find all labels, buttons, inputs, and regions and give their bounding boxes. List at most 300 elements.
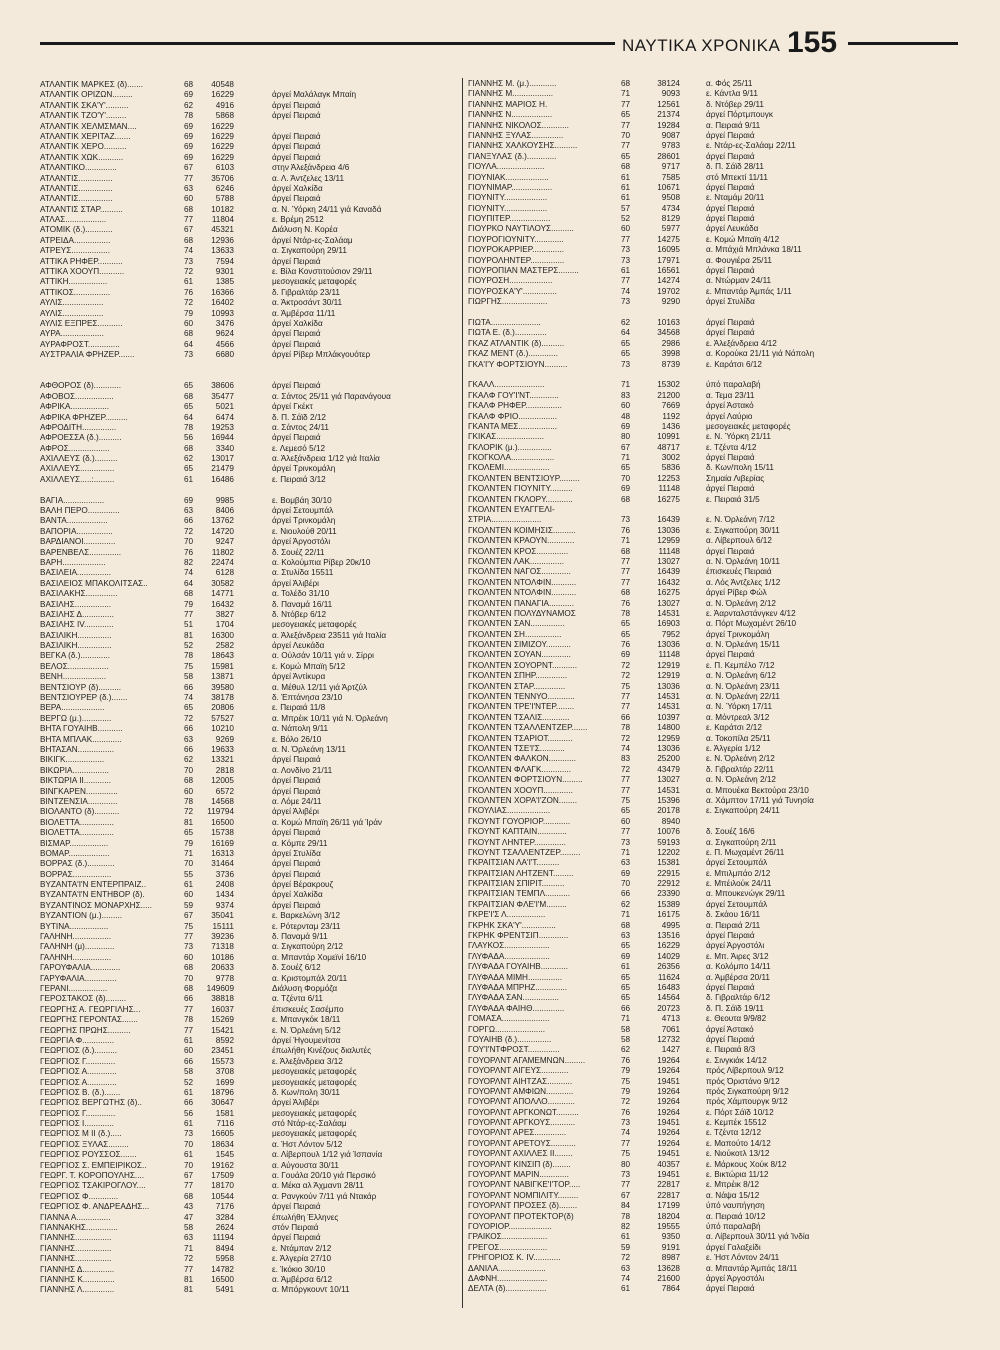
ship-status: στό Ντάρ-ες-Σαλάαμ xyxy=(272,1119,347,1129)
build-year: 62 xyxy=(184,755,194,765)
tonnage: 149609 xyxy=(206,983,234,993)
ship-status: άργεί Πειραιά xyxy=(272,339,321,349)
ship-name: ΓΚΟΛΝΤΕΝ ΛΑΚ............... xyxy=(468,556,565,566)
tonnage: 3284 xyxy=(215,1212,234,1222)
ship-name: ΑΤΛΑΝΤΙΚ ΤΖΟ'Υ'......... xyxy=(40,111,127,121)
tonnage: 1545 xyxy=(215,1150,234,1160)
ship-status: ύπό παραλαβή xyxy=(706,380,761,390)
tonnage: 16483 xyxy=(657,982,680,992)
build-year: 59 xyxy=(184,900,194,910)
tonnage: 14720 xyxy=(211,526,234,536)
ship-row xyxy=(468,235,968,245)
ship-row xyxy=(40,174,460,184)
ship-status: στόν Πειραιά xyxy=(272,1222,319,1232)
ship-row xyxy=(40,1036,460,1046)
ship-name: ΓΚΟΛΝΤΕΝ ΠΟΛΥΔΥΝΑΜΟΣ xyxy=(468,608,576,618)
ship-name: ΓΙΟΥΝΙΜΑΡ.................. xyxy=(468,182,553,192)
build-year: 77 xyxy=(184,1025,194,1035)
ship-row xyxy=(468,287,968,297)
tonnage: 22817 xyxy=(657,1180,680,1190)
ship-name: ΒΑΣΙΛΗΣ................ xyxy=(40,599,112,609)
ship-status: ε. Καράτσι 6/12 xyxy=(706,359,762,369)
build-year: 66 xyxy=(184,516,194,526)
ship-name: ΓΕΩΡΓΗΣ ΓΕΡΟΝΤΑΣ....... xyxy=(40,1015,138,1025)
tonnage: 1581 xyxy=(215,1108,234,1118)
ship-row xyxy=(468,380,968,390)
tonnage: 3476 xyxy=(215,318,234,328)
ship-row xyxy=(40,849,460,859)
tonnage: 19451 xyxy=(657,1076,680,1086)
section-gap xyxy=(40,361,460,371)
ship-row xyxy=(468,100,968,110)
tonnage: 13036 xyxy=(657,640,680,650)
ship-status: ε. Καράτσι 2/12 xyxy=(706,723,762,733)
tonnage: 16229 xyxy=(211,90,234,100)
build-year: 57 xyxy=(621,203,631,213)
ship-name: ΑΦΡΟΕΣΣΑ (δ.).......... xyxy=(40,433,122,443)
ship-status: άργεί Άλιβέρι xyxy=(272,1098,319,1108)
ship-row xyxy=(40,340,460,350)
tonnage: 12005 xyxy=(211,776,234,786)
ship-name: ΓΑΛΗΝΗ................. xyxy=(40,952,112,962)
tonnage: 18796 xyxy=(211,1087,234,1097)
build-year: 74 xyxy=(184,246,194,256)
build-year: 82 xyxy=(621,1221,631,1231)
build-year: 68 xyxy=(184,443,194,453)
build-year: 73 xyxy=(621,837,631,847)
ship-status: α. Άμβέρσα 11/11 xyxy=(272,308,336,318)
build-year: 70 xyxy=(184,973,194,983)
ship-status: άργεί Πειραιά xyxy=(272,111,321,121)
build-year: 73 xyxy=(621,255,631,265)
build-year: 69 xyxy=(621,650,631,660)
section-gap xyxy=(468,370,968,380)
tonnage: 13036 xyxy=(657,744,680,753)
ship-name: ΒΑΠΟΡΙΑ................ xyxy=(40,526,113,536)
ship-status: α. Ν. Όρλεάνη 2/12 xyxy=(706,598,776,608)
ship-name: ΒΕΝΤΣΙΟΥΡΕΡ (δ.)....... xyxy=(40,693,128,703)
build-year: 65 xyxy=(184,402,194,412)
ship-row xyxy=(468,1180,968,1190)
ship-name: ΒΟΡΡΑΣ (δ.)............ xyxy=(40,859,115,869)
ship-status: άργεί Πειραιά xyxy=(706,453,755,463)
ship-row xyxy=(468,744,968,754)
build-year: 72 xyxy=(621,660,631,670)
ship-status: ε. Πειραιά 11/8 xyxy=(272,703,326,713)
tonnage: 14275 xyxy=(657,234,680,244)
build-year: 63 xyxy=(184,1233,194,1243)
ship-row xyxy=(468,1035,968,1045)
ship-row xyxy=(468,1014,968,1024)
ship-row xyxy=(468,1222,968,1232)
build-year: 78 xyxy=(621,608,631,618)
ship-name: ΓΙΩΤΑ Ε. (δ.).............. xyxy=(468,328,547,338)
ship-name: ΓΙΟΥΠΙΤΕΡ.................. xyxy=(468,214,551,224)
ship-row xyxy=(468,391,968,401)
tonnage: 35041 xyxy=(211,911,234,921)
ship-name: ΓΑΡΥΦΑΛΙΑ.............. xyxy=(40,973,117,983)
build-year: 66 xyxy=(621,712,631,722)
ship-status: α. Σάντος 24/11 xyxy=(272,422,329,432)
build-year: 71 xyxy=(621,453,631,463)
build-year: 65 xyxy=(621,982,631,992)
tonnage: 2818 xyxy=(215,765,234,775)
ship-name: ΒΕΝΤΣΙΟΥΡ (δ).......... xyxy=(40,682,122,692)
build-year: 64 xyxy=(184,578,194,588)
ship-name: ΒΗΤΑ ΜΠΛΑΚ............. xyxy=(40,734,122,744)
ship-status: άργεί Πειραιά xyxy=(706,1034,755,1044)
build-year: 43 xyxy=(184,1202,194,1212)
tonnage: 14531 xyxy=(657,608,680,618)
ship-status: έπισκευές Πειραιά xyxy=(706,567,772,577)
ship-row xyxy=(468,224,968,234)
ship-row xyxy=(468,879,968,889)
ship-name: ΓΟΜΑΣΑ..................... xyxy=(468,1014,550,1024)
ship-status: στό Μπεκτί 11/11 xyxy=(706,172,768,182)
ship-name: ΓΛΑΥΚΟΣ.................... xyxy=(468,941,550,951)
ship-status: ε. Κομώ Μπαϊη 4/12 xyxy=(706,234,780,244)
tonnage: 2408 xyxy=(215,880,234,890)
ship-status: α. Μπρέικ 10/11 γιά Ν. Όρλεάνη xyxy=(272,713,388,723)
build-year: 65 xyxy=(621,338,631,348)
ship-name: ΑΤΛΑΝΤΙΣ ΣΤΑΡ.......... xyxy=(40,204,123,214)
ship-row xyxy=(40,839,460,849)
ship-name: ΓΚΟΛΝΤΕΝ ΚΡΟΣ.............. xyxy=(468,546,569,556)
tonnage: 4916 xyxy=(215,100,234,110)
tonnage: 11148 xyxy=(658,484,680,494)
ship-row xyxy=(40,194,460,204)
ship-row xyxy=(40,620,460,630)
ship-status: δ. Σουέζ 22/11 xyxy=(272,547,325,557)
ship-status: έπωλήθη Έλληνες xyxy=(272,1212,339,1222)
ship-row xyxy=(468,474,968,484)
ship-row xyxy=(40,527,460,537)
ship-name: ΓΚΟΥΝΤ ΤΣΑΛΛΕΝΤΖΕΡ......... xyxy=(468,847,581,857)
ship-status: α. Μπουκενώγκ 29/11 xyxy=(706,889,786,899)
ship-name: ΓΑΛΗΝΗ................. xyxy=(40,932,112,942)
ship-row xyxy=(468,349,968,359)
ship-row xyxy=(40,1181,460,1191)
build-year: 65 xyxy=(184,381,194,391)
ship-row xyxy=(468,183,968,193)
ship-row xyxy=(40,631,460,641)
ship-row xyxy=(468,1170,968,1180)
ship-name: ΓΚΟΛΝΤΕΝ ΣΤΑΡ.............. xyxy=(468,681,566,691)
ship-status: δ. Έπτάνησα 23/10 xyxy=(272,693,343,703)
tonnage: 9350 xyxy=(661,1232,680,1242)
build-year: 55 xyxy=(184,869,194,879)
ship-status: ε. Βρέμη 2512 xyxy=(272,215,324,225)
tonnage: 9624 xyxy=(215,329,234,339)
ship-row xyxy=(40,298,460,308)
ship-row xyxy=(468,505,968,515)
ship-name: ΒΙΝΓΚΑΡΕΝ.............. xyxy=(40,786,118,796)
tonnage: 16175 xyxy=(657,910,680,920)
build-year: 77 xyxy=(621,141,631,151)
ship-status: ε. Μπ. Άιρες 3/12 xyxy=(706,951,769,961)
build-year: 74 xyxy=(184,693,194,703)
build-year: 65 xyxy=(621,463,631,473)
build-year: 76 xyxy=(184,287,194,297)
build-year: 66 xyxy=(621,1003,631,1013)
ship-status: άργεί Χαλκίδα xyxy=(272,318,323,328)
ship-status: α. Στυλίδα 15511 xyxy=(272,568,334,578)
tonnage: 30647 xyxy=(211,1098,234,1108)
ship-row xyxy=(468,1108,968,1118)
ship-name: ΒΑΣΙΛΙΚΗ............... xyxy=(40,630,112,640)
build-year: 69 xyxy=(184,90,194,100)
ship-name: ΓΚΟΛΝΤΕΝ ΣΗ................ xyxy=(468,629,562,639)
ship-row xyxy=(468,557,968,567)
build-year: 64 xyxy=(184,412,194,422)
ship-status: μεσογειακές μεταφορές xyxy=(706,421,791,431)
build-year: 70 xyxy=(184,1139,194,1149)
ship-name: ΓΚΟΛΝΤΕΝ ΣΟΥΟΡΝΤ........... xyxy=(468,660,578,670)
build-year: 67 xyxy=(621,1190,631,1200)
ship-row xyxy=(40,693,460,703)
ship-row xyxy=(468,328,968,338)
ship-status: μεσογειακές μεταφορές xyxy=(272,1067,357,1077)
ship-row xyxy=(40,724,460,734)
ship-name: ΑΤΟΜΙΚ (δ.)............ xyxy=(40,225,113,235)
tonnage: 2582 xyxy=(215,641,234,651)
tonnage: 10163 xyxy=(657,317,680,327)
ship-row xyxy=(40,703,460,713)
ship-status: δ. Σουέζ 16/6 xyxy=(706,827,755,837)
tonnage: 1704 xyxy=(215,620,234,630)
ship-status: α. Λ. Άντζελες 13/11 xyxy=(272,173,345,183)
ship-name: ΓΚΡΑΙΤΣΙΑΝ ΛΑ'Ι'Τ.......... xyxy=(468,858,560,868)
ship-row xyxy=(40,444,460,454)
tonnage: 28601 xyxy=(657,151,680,161)
tonnage: 18204 xyxy=(657,1211,680,1221)
build-year: 65 xyxy=(621,972,631,982)
tonnage: 1699 xyxy=(215,1077,234,1087)
ship-status: ε. Ίκόκιο 30/10 xyxy=(272,1264,326,1274)
build-year: 77 xyxy=(184,1181,194,1191)
ship-row xyxy=(40,1254,460,1264)
ship-status: α. Ν. Όρλεάνη 23/11 xyxy=(706,681,780,691)
build-year: 77 xyxy=(184,609,194,619)
ship-name: ΓΕΩΡΓΙΟΣ ΞΥΛΑΣ......... xyxy=(40,1139,129,1149)
ship-name: ΓΙΟΥΝΙΑΚ................... xyxy=(468,172,549,182)
build-year: 72 xyxy=(621,671,631,681)
ship-row xyxy=(468,650,968,660)
ship-name: ΓΟΥΟΡΛΝΤ ΑΡΕΣ.............. xyxy=(468,1128,567,1138)
tonnage: 11148 xyxy=(658,546,680,556)
tonnage: 39580 xyxy=(211,682,234,692)
tonnage: 6680 xyxy=(215,350,234,360)
tonnage: 11148 xyxy=(658,650,680,660)
ship-row xyxy=(40,1057,460,1067)
ship-status: άργεί Πειραιά xyxy=(706,650,755,660)
tonnage: 16275 xyxy=(657,588,680,598)
ship-name: ΒΙΚΩΡΙΑ................ xyxy=(40,765,109,775)
ship-name: ΒΙΟΛΑΝΤΟ (δ)........... xyxy=(40,807,120,817)
build-year: 75 xyxy=(621,1076,631,1086)
ship-name: ΓΟΥΟΡΛΝΤ ΜΑΡΙΝ............. xyxy=(468,1170,569,1180)
build-year: 58 xyxy=(184,672,194,682)
tonnage: 14531 xyxy=(657,692,680,702)
tonnage: 18634 xyxy=(211,1139,234,1149)
build-year: 68 xyxy=(621,546,631,556)
ship-name: ΓΟΥΟΡΛΝΤ ΑΙΓΕΥΣ............ xyxy=(468,1066,569,1076)
ship-status: άργεί Σετουμπάλ xyxy=(272,506,334,516)
ship-status: ε. Βίλα Κονστιτούσιον 29/11 xyxy=(272,267,373,277)
ship-status: ε. Πειραιά 3/12 xyxy=(272,474,326,484)
tonnage: 9301 xyxy=(215,267,234,277)
ship-row xyxy=(40,402,460,412)
ship-name: ΓΟΥ'Ι'ΝΤΦΡΟΣΤ.............. xyxy=(468,1045,560,1055)
ship-name: ΓΙΟΥΝΙΤΥ................... xyxy=(468,203,548,213)
ship-status: α. Ούλσάν 10/11 γιά ν. Σίρρι xyxy=(272,651,374,661)
ship-status: άργεί Τρινκομάλη xyxy=(706,629,770,639)
ship-name: ΓΚΟΛΕΜΙ.................... xyxy=(468,463,550,473)
ship-status: δ. Π. Σάϊδ 28/11 xyxy=(706,162,764,172)
ship-name: ΑΥΛΙΣ.................. xyxy=(40,298,104,308)
ship-status: έπισκευές Σασέμπο xyxy=(272,1004,344,1014)
ship-row xyxy=(40,142,460,152)
build-year: 77 xyxy=(621,775,631,785)
ship-status: άργεί Πειραιά xyxy=(706,484,755,494)
ship-name: ΓΙΑΝΞΥΛΑΣ (δ.)............. xyxy=(468,151,557,161)
ship-status: Σημαία Λιβερίας xyxy=(706,473,765,483)
ship-name: ΑΤΛΑΣ.................. xyxy=(40,215,107,225)
build-year: 64 xyxy=(621,328,631,338)
build-year: 77 xyxy=(621,577,631,587)
ship-row xyxy=(40,1275,460,1285)
ship-status: ε. Πειραιά 8/3 xyxy=(706,1045,756,1055)
tonnage: 12253 xyxy=(657,473,680,483)
ship-name: ΓΕΩΡΓΗΣ ΠΡΩΗΣ.......... xyxy=(40,1025,131,1035)
tonnage: 8592 xyxy=(215,1035,234,1045)
ship-row xyxy=(40,288,460,298)
ship-status: άργεί Στυλίδα xyxy=(272,848,321,858)
tonnage: 12732 xyxy=(657,1034,680,1044)
ship-row xyxy=(40,901,460,911)
header-rule-right xyxy=(848,42,958,45)
build-year: 81 xyxy=(184,630,194,640)
ship-row xyxy=(40,277,460,287)
ship-row xyxy=(40,1140,460,1150)
ship-row xyxy=(40,963,460,973)
ship-name: ΓΙΩΤΑ...................... xyxy=(468,317,541,327)
ship-name: ΓΡΕΓΟΣ..................... xyxy=(468,1242,548,1252)
tonnage: 14274 xyxy=(657,276,680,286)
ship-name: ΑΤΛΑΝΤΙΚΟ.............. xyxy=(40,163,117,173)
ship-row xyxy=(40,1129,460,1139)
ship-status: άργεί Άργοστόλι xyxy=(272,537,331,547)
build-year: 76 xyxy=(621,598,631,608)
build-year: 69 xyxy=(621,868,631,878)
tonnage: 13017 xyxy=(211,454,234,464)
ship-status: α. Πειραιά 9/11 xyxy=(706,120,761,130)
ship-status: άργεί Πειραιά xyxy=(272,256,321,266)
ship-name: ΓΑΡΟΥΦΑΛΙΑ............. xyxy=(40,963,121,973)
build-year: 78 xyxy=(184,422,194,432)
ship-status: ε. Άλγερία 27/10 xyxy=(272,1254,332,1264)
ship-name: ΓΟΥΟΡΛΝΤ ΠΡΟΤΕΚΤΟΡ(δ) xyxy=(468,1211,574,1221)
ship-row xyxy=(40,558,460,568)
ship-name: ΓΕΩΡΓΙΟΣ ΒΕΡΓΩΤΗΣ (δ).. xyxy=(40,1098,142,1108)
ship-status: ε. Μπαντάρ Άμπάς 1/11 xyxy=(706,286,792,296)
build-year: 63 xyxy=(184,506,194,516)
ship-name: ΑΥΛΙΣ ΕΞΠΡΕΣ........... xyxy=(40,318,123,328)
ship-status: Διάλυση Ν. Κορέα xyxy=(272,225,338,235)
tonnage: 19702 xyxy=(657,286,680,296)
tonnage: 7952 xyxy=(661,629,680,639)
tonnage: 12959 xyxy=(657,536,680,546)
build-year: 56 xyxy=(184,1108,194,1118)
build-year: 60 xyxy=(621,816,631,826)
build-year: 68 xyxy=(184,983,194,993)
ship-status: άργεί Πειραιά xyxy=(272,1233,321,1243)
tonnage: 16229 xyxy=(657,941,680,951)
ship-name: ΑΤΤΙΚΟΣ................ xyxy=(40,287,111,297)
ship-row xyxy=(40,911,460,921)
tonnage: 4995 xyxy=(661,920,680,930)
tonnage: 13321 xyxy=(211,755,234,765)
tonnage: 16313 xyxy=(211,848,234,858)
ship-name: ΓΕΩΡΓΙΟΣ ΤΣΑΚΙΡΟΓΛΟΥ.... xyxy=(40,1181,146,1191)
build-year: 69 xyxy=(184,495,194,505)
build-year: 77 xyxy=(621,702,631,712)
build-year: 72 xyxy=(621,764,631,774)
ship-name: ΓΚΟΛΝΤΕΝ ΤΣΑΛΙΣ............ xyxy=(468,712,570,722)
ship-status: μεσογειακές μεταφορές xyxy=(272,1077,357,1087)
ship-row xyxy=(468,412,968,422)
tonnage: 6246 xyxy=(215,183,234,193)
ship-name: ΓΕΩΡΓΙΟΣ ΡΟΥΣΣΟΣ....... xyxy=(40,1150,137,1160)
build-year: 68 xyxy=(184,391,194,401)
ship-row xyxy=(468,1284,968,1294)
ship-row xyxy=(468,806,968,816)
ship-row xyxy=(40,984,460,994)
ship-name: ΓΙΑΝΝΗΣ................ xyxy=(40,1233,112,1243)
ship-row xyxy=(40,641,460,651)
build-year: 71 xyxy=(184,848,194,858)
ship-status: α. Μπόργκουντ 10/11 xyxy=(272,1285,350,1295)
tonnage: 19264 xyxy=(657,1086,680,1096)
ship-name: ΑΦΟΒΟΣ................. xyxy=(40,391,114,401)
ship-name: ΒΥΖΑΝΤΑ'Ι'Ν ΕΝΤΕΡΠΡΑΙΖ.. xyxy=(40,880,147,890)
ship-row xyxy=(468,173,968,183)
ship-row xyxy=(40,1150,460,1160)
ship-row xyxy=(40,246,460,256)
tonnage: 16439 xyxy=(657,515,680,525)
ship-row xyxy=(40,309,460,319)
tonnage: 16432 xyxy=(657,577,680,587)
tonnage: 9783 xyxy=(661,141,680,151)
ship-status: άργεί Πειραιά xyxy=(272,828,321,838)
build-year: 71 xyxy=(621,910,631,920)
ship-name: ΓΚΡΑΙΤΣΙΑΝ ΣΠΙΡΙΤ.......... xyxy=(468,879,565,889)
ship-name: ΑΤΛΑΝΤΙΚ ΧΩΚ........... xyxy=(40,152,124,162)
ship-row xyxy=(468,910,968,920)
build-year: 77 xyxy=(621,827,631,837)
ship-status: άργεί Μαλάλαγκ Μπαίη xyxy=(272,90,357,100)
build-year: 71 xyxy=(621,380,631,390)
ship-name: ΓΕΩΡΓΙΟΣ Α............. xyxy=(40,1067,117,1077)
build-year: 78 xyxy=(184,651,194,661)
tonnage: 7669 xyxy=(661,401,680,411)
ship-name: ΒΥΤΙΝΑ................. xyxy=(40,921,109,931)
ship-row xyxy=(40,236,460,246)
ship-status: μεσογειακές μεταφορές xyxy=(272,620,357,630)
build-year: 47 xyxy=(184,1212,194,1222)
tonnage: 10991 xyxy=(657,432,680,442)
tonnage: 3002 xyxy=(661,453,680,463)
